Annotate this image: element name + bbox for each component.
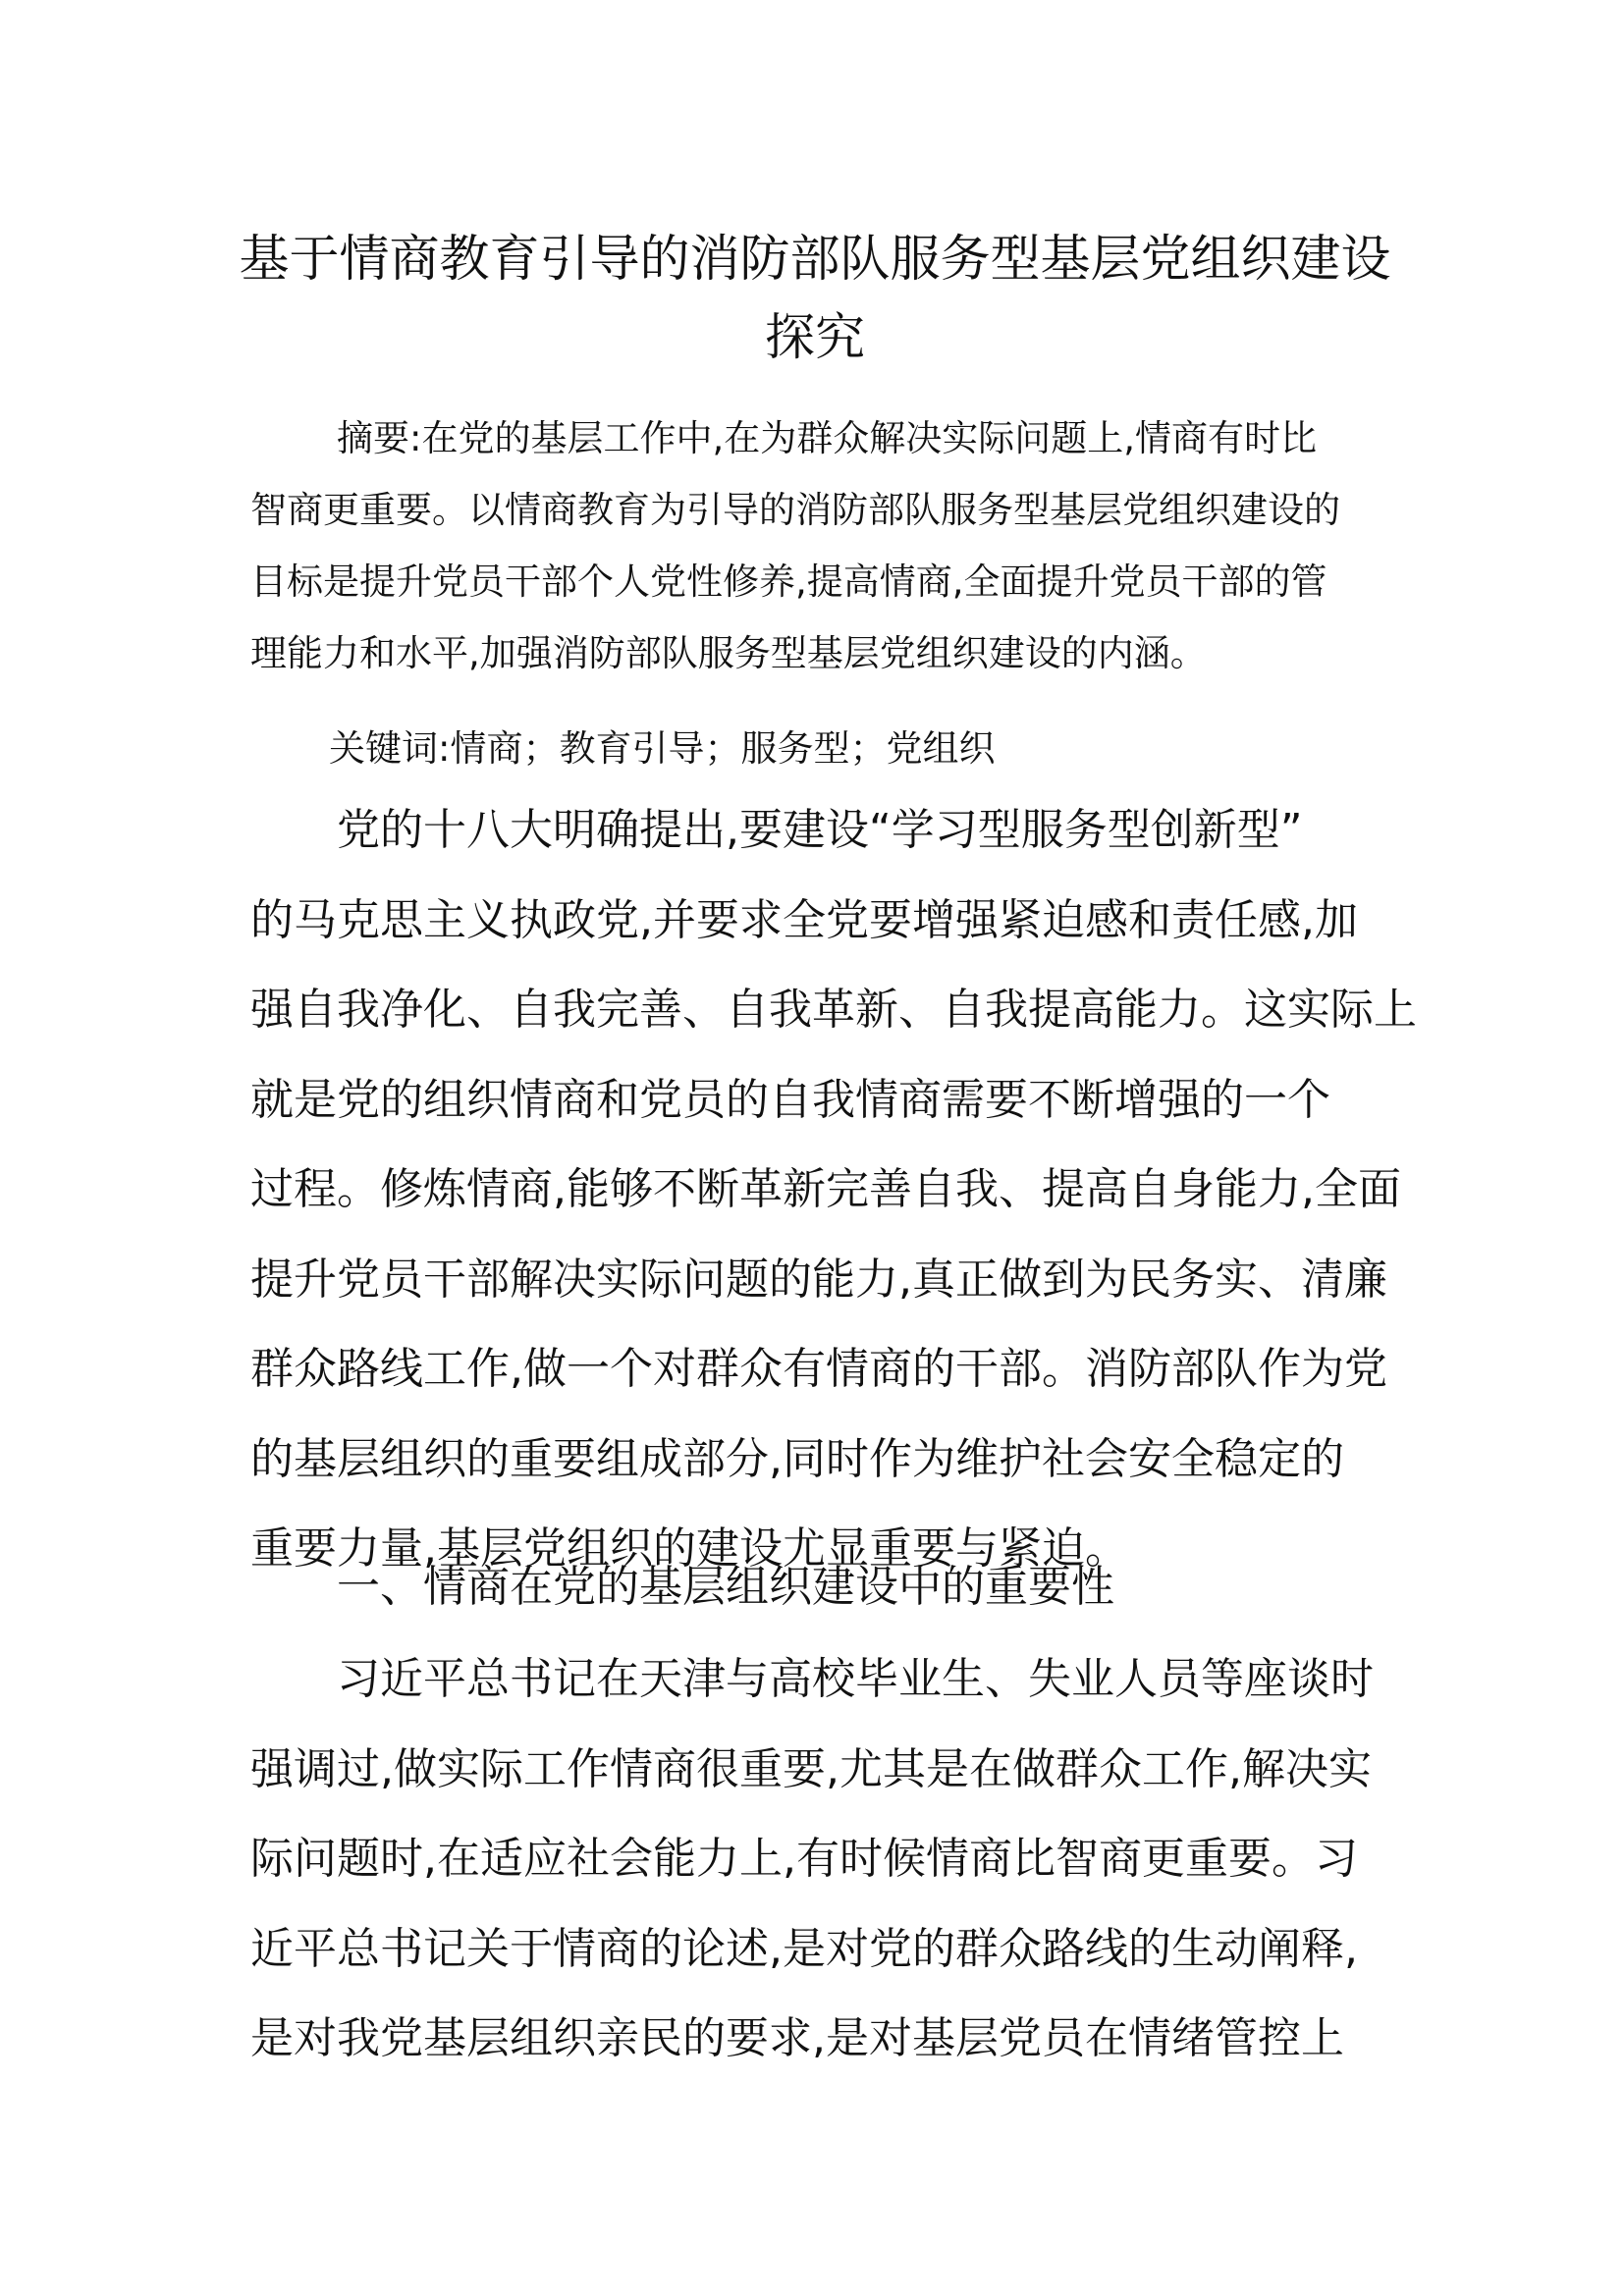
abstract-line: 目标是提升党员干部个人党性修养,提高情商,全面提升党员干部的管 xyxy=(250,561,1327,603)
body-line: 过程。修炼情商,能够不断革新完善自我、提高自身能力,全面 xyxy=(250,1164,1401,1214)
document-title xyxy=(236,221,1394,378)
keywords-line: 关键词:情商；教育引导；服务型；党组织 xyxy=(329,727,996,770)
intro-paragraph xyxy=(250,785,1417,1594)
body-line: 的基层组织的重要组成部分,同时作为维护社会安全稳定的 xyxy=(250,1433,1344,1484)
abstract-line: 摘要:在党的基层工作中,在为群众解决实际问题上,情商有时比 xyxy=(337,417,1317,459)
body-line: 强自我净化、自我完善、自我革新、自我提高能力。这实际上 xyxy=(250,985,1417,1035)
abstract-paragraph xyxy=(250,402,1389,689)
body-line: 党的十八大明确提出,要建设“学习型服务型创新型” xyxy=(337,805,1303,855)
body-line: 的马克思主义执政党,并要求全党要增强紧迫感和责任感,加 xyxy=(250,894,1358,945)
section1-paragraph xyxy=(250,1634,1394,2084)
title-line-2: 探究 xyxy=(764,309,865,367)
body-line: 近平总书记关于情商的论述,是对党的群众路线的生动阐释, xyxy=(250,1923,1358,1974)
body-line: 强调过,做实际工作情商很重要,尤其是在做群众工作,解决实 xyxy=(250,1743,1372,1794)
title-line-1: 基于情商教育引导的消防部队服务型基层党组织建设 xyxy=(239,231,1391,289)
abstract-line: 理能力和水平,加强消防部队服务型基层党组织建设的内涵。 xyxy=(250,632,1207,674)
body-line: 提升党员干部解决实际问题的能力,真正做到为民务实、清廉 xyxy=(250,1254,1387,1305)
body-line: 重要力量,基层党组织的建设尤显重要与紧迫。 xyxy=(250,1523,1128,1574)
body-line: 群众路线工作,做一个对群众有情商的干部。消防部队作为党 xyxy=(250,1344,1387,1394)
body-line: 际问题时,在适应社会能力上,有时候情商比智商更重要。习 xyxy=(250,1834,1358,1884)
abstract-line: 智商更重要。以情商教育为引导的消防部队服务型基层党组织建设的 xyxy=(250,489,1340,531)
section-heading: 一、情商在党的基层组织建设中的重要性 xyxy=(337,1562,1114,1612)
body-line: 就是党的组织情商和党员的自我情商需要不断增强的一个 xyxy=(250,1074,1330,1125)
body-line: 是对我党基层组织亲民的要求,是对基层党员在情绪管控上 xyxy=(250,2013,1344,2063)
body-line: 习近平总书记在天津与高校毕业生、失业人员等座谈时 xyxy=(337,1654,1374,1704)
